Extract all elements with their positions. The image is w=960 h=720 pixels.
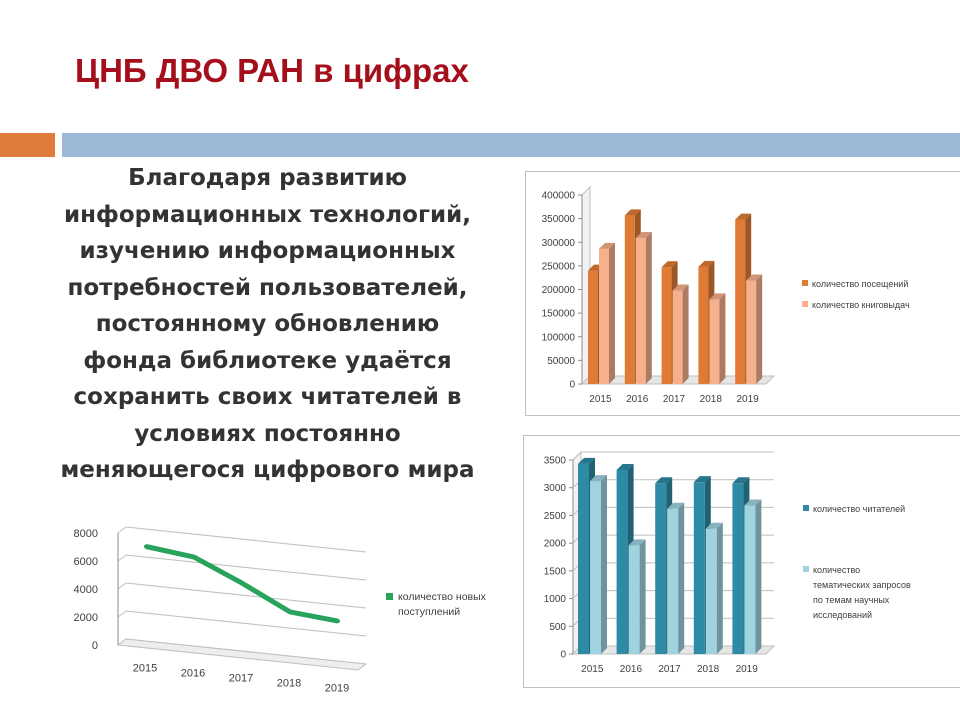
bar-series1 [732, 483, 743, 654]
readers-chart-frame [523, 435, 960, 688]
new-items-chart [60, 515, 515, 700]
bar-series2 [706, 529, 717, 654]
bar-series1 [588, 271, 598, 384]
x-tick-label: 2015 [581, 664, 604, 675]
bar-series1 [698, 267, 708, 384]
bar-series1 [617, 470, 628, 654]
bar-series1 [655, 483, 666, 654]
legend-label: количество читателей [813, 504, 906, 514]
bar-series1 [694, 482, 705, 654]
readers-queries-chart [524, 436, 960, 687]
gridline [118, 611, 366, 636]
legend-label: количество посещений [812, 279, 909, 289]
bar-series2 [636, 238, 646, 384]
bar-series2 [599, 249, 609, 384]
gridline [118, 555, 366, 580]
y-tick-label: 400000 [541, 190, 575, 202]
bar-series1 [735, 220, 745, 384]
acquisitions-chart-frame [60, 515, 515, 700]
bar-series2 [667, 509, 678, 654]
bar-series2-side [646, 232, 652, 384]
gridline [118, 583, 366, 608]
bar-series2 [709, 299, 719, 384]
bar-series2-side [756, 275, 762, 384]
x-tick-label: 2016 [619, 664, 643, 675]
x-tick-label: 2019 [736, 394, 759, 405]
y-tick-label: 0 [569, 379, 575, 391]
bar-series2-side [683, 284, 689, 384]
bar-series2 [590, 481, 601, 654]
y-tick-label: 200000 [541, 285, 575, 296]
x-tick-label: 2017 [658, 664, 681, 675]
y-tick-label: 1000 [543, 594, 566, 606]
bar-series2-side [640, 539, 646, 654]
legend-label: количество [813, 565, 861, 575]
y-tick-label: 150000 [541, 308, 575, 320]
y-tick-label: 300000 [541, 237, 575, 249]
bar-series2-side [719, 293, 725, 384]
paragraph-line: фонда библиотеке удаётся [83, 347, 452, 374]
bar-series2 [629, 545, 640, 654]
line-point [240, 581, 244, 585]
bar-series1 [625, 215, 635, 384]
legend-label: количество новых [398, 591, 486, 603]
line-point [192, 555, 196, 559]
legend-swatch [802, 280, 808, 286]
bar-series2 [673, 290, 683, 384]
y-tick-label: 100000 [541, 332, 575, 344]
x-tick-label: 2019 [324, 682, 350, 695]
y-tick-label: 2500 [543, 510, 566, 522]
y-tick-label: 500 [549, 621, 566, 633]
legend-swatch [802, 301, 808, 307]
bar-series2-side [678, 503, 684, 654]
legend-swatch [803, 505, 809, 511]
bar-series2-side [601, 475, 607, 654]
y-tick-label: 250000 [541, 261, 575, 273]
x-tick-label: 2017 [662, 394, 686, 405]
y-tick-label: 0 [560, 649, 566, 661]
y-tick-label: 50000 [547, 355, 575, 367]
paragraph-line: потребностей пользователей, [67, 274, 468, 301]
legend-swatch [803, 566, 809, 572]
paragraph-line: постоянному обновлению [95, 311, 440, 337]
legend-label: количество книговыдач [812, 300, 910, 310]
paragraph-line: меняющегося цифрового мира [60, 457, 475, 483]
bar-series2-side [717, 523, 723, 654]
x-tick-label: 2015 [589, 394, 612, 405]
x-tick-label: 2016 [626, 394, 649, 405]
paragraph-line: изучению информационных [79, 238, 456, 264]
paragraph-line: условиях постоянно [134, 420, 401, 447]
paragraph-line: Благодаря развитию [128, 165, 407, 191]
visits-chart-frame [525, 171, 960, 416]
x-tick-label: 2015 [132, 662, 158, 675]
legend-label: исследований [813, 610, 873, 620]
intro-paragraph [40, 160, 495, 489]
legend-swatch [386, 593, 393, 600]
y-tick-label: 350000 [541, 214, 575, 226]
y-tick-label: 2000 [73, 612, 98, 624]
bar-series1 [662, 267, 672, 384]
y-tick-label: 1500 [543, 566, 566, 578]
legend-label: тематических запросов [813, 580, 911, 590]
gridline [573, 452, 774, 460]
x-tick-label: 2016 [180, 667, 206, 680]
y-tick-label: 0 [91, 640, 98, 652]
bar-series2-side [609, 243, 615, 384]
y-tick-label: 6000 [73, 556, 98, 568]
bar-series2 [744, 505, 755, 654]
x-tick-label: 2018 [276, 677, 302, 690]
x-tick-label: 2018 [699, 394, 722, 405]
legend-label: по темам научных [813, 595, 890, 605]
line-point [336, 619, 340, 623]
bar-series1 [578, 464, 589, 654]
x-tick-label: 2018 [696, 664, 720, 675]
paragraph-line: информационных технологий, [64, 201, 471, 228]
accent-bar-blue [62, 133, 960, 157]
paragraph-line: сохранить своих читателей в [73, 384, 462, 410]
visits-loans-chart [526, 172, 960, 415]
x-tick-label: 2019 [735, 664, 758, 675]
legend-label: поступлений [398, 606, 461, 618]
y-tick-label: 8000 [73, 528, 98, 540]
line-point [288, 610, 292, 614]
line-point [144, 545, 148, 549]
y-tick-label: 3000 [543, 483, 566, 495]
bar-series2 [746, 281, 756, 384]
accent-bar-orange [0, 133, 55, 157]
slide-title: ЦНБ ДВО РАН в цифрах [75, 52, 469, 89]
bar-series2-side [755, 499, 761, 654]
x-tick-label: 2017 [228, 672, 254, 685]
y-tick-label: 2000 [543, 538, 566, 550]
y-tick-label: 3500 [543, 455, 566, 467]
y-tick-label: 4000 [73, 584, 98, 596]
